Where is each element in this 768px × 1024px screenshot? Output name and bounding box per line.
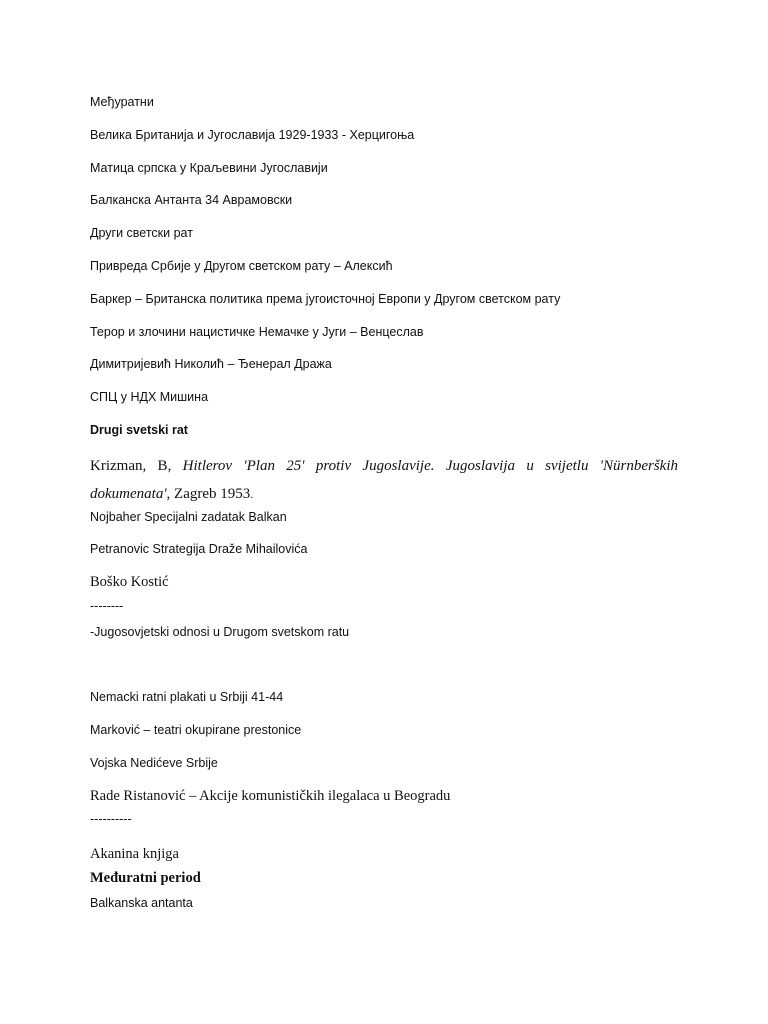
reference-line: Терор и злочини нацистичке Немачке у Југи – Венцеслав (90, 325, 424, 339)
reference-line: Petranovic Strategija Draže Mihailovića (90, 542, 308, 556)
reference-line: Nojbaher Specijalni zadatak Balkan (90, 510, 287, 524)
reference-line: Баркер – Британска политика према југоисточној Европи у Другом светском рату (90, 292, 561, 306)
citation-end-dot: . (250, 487, 254, 501)
citation-publication: , Zagreb 1953 (166, 486, 251, 502)
reference-line: СПЦ у НДХ Мишина (90, 390, 209, 404)
heading-drugi-svetski-rat: Drugi svetski rat (90, 423, 188, 437)
reference-line: Balkanska antanta (90, 896, 193, 910)
reference-line: Akanina knjiga (90, 846, 179, 862)
reference-line: Матица српска у Краљевини Југославији (90, 161, 328, 175)
separator-line: ---------- (90, 812, 132, 826)
reference-line: Marković – teatri okupirane prestonice (90, 723, 302, 737)
reference-line: Nemacki ratni plakati u Srbiji 41-44 (90, 690, 284, 704)
reference-line: Boško Kostić (90, 574, 169, 590)
separator-line: -------- (90, 599, 124, 613)
heading-medjuratni: Међуратни (90, 95, 154, 109)
reference-line: Димитријевић Николић – Ђенерал Дража (90, 357, 332, 371)
reference-line: Rade Ristanović – Akcije komunističkih ilegalaca u Beogradu (90, 788, 451, 804)
reference-line: -Jugosovjetski odnosi u Drugom svetskom ratu (90, 625, 350, 639)
citation-author: Krizman, B, (90, 458, 183, 474)
citation-krizman (90, 452, 678, 508)
heading-drugi-svetski-rat-cyrillic: Други светски рат (90, 226, 193, 240)
reference-line: Балканска Антанта 34 Аврамовски (90, 193, 293, 207)
reference-line: Велика Британија и Југославија 1929-1933 - Херцигоња (90, 128, 415, 142)
reference-line: Привреда Србије у Другом светском рату – Алексић (90, 259, 393, 273)
reference-line: Vojska Nedićeve Srbije (90, 756, 218, 770)
citation-title: Hitlerov 'Plan 25' protiv Jugoslavije. Jugoslavija u svijetlu 'Nürnberških dokumenata' (90, 458, 679, 502)
heading-medjuratni-period: Međuratni period (90, 870, 201, 886)
